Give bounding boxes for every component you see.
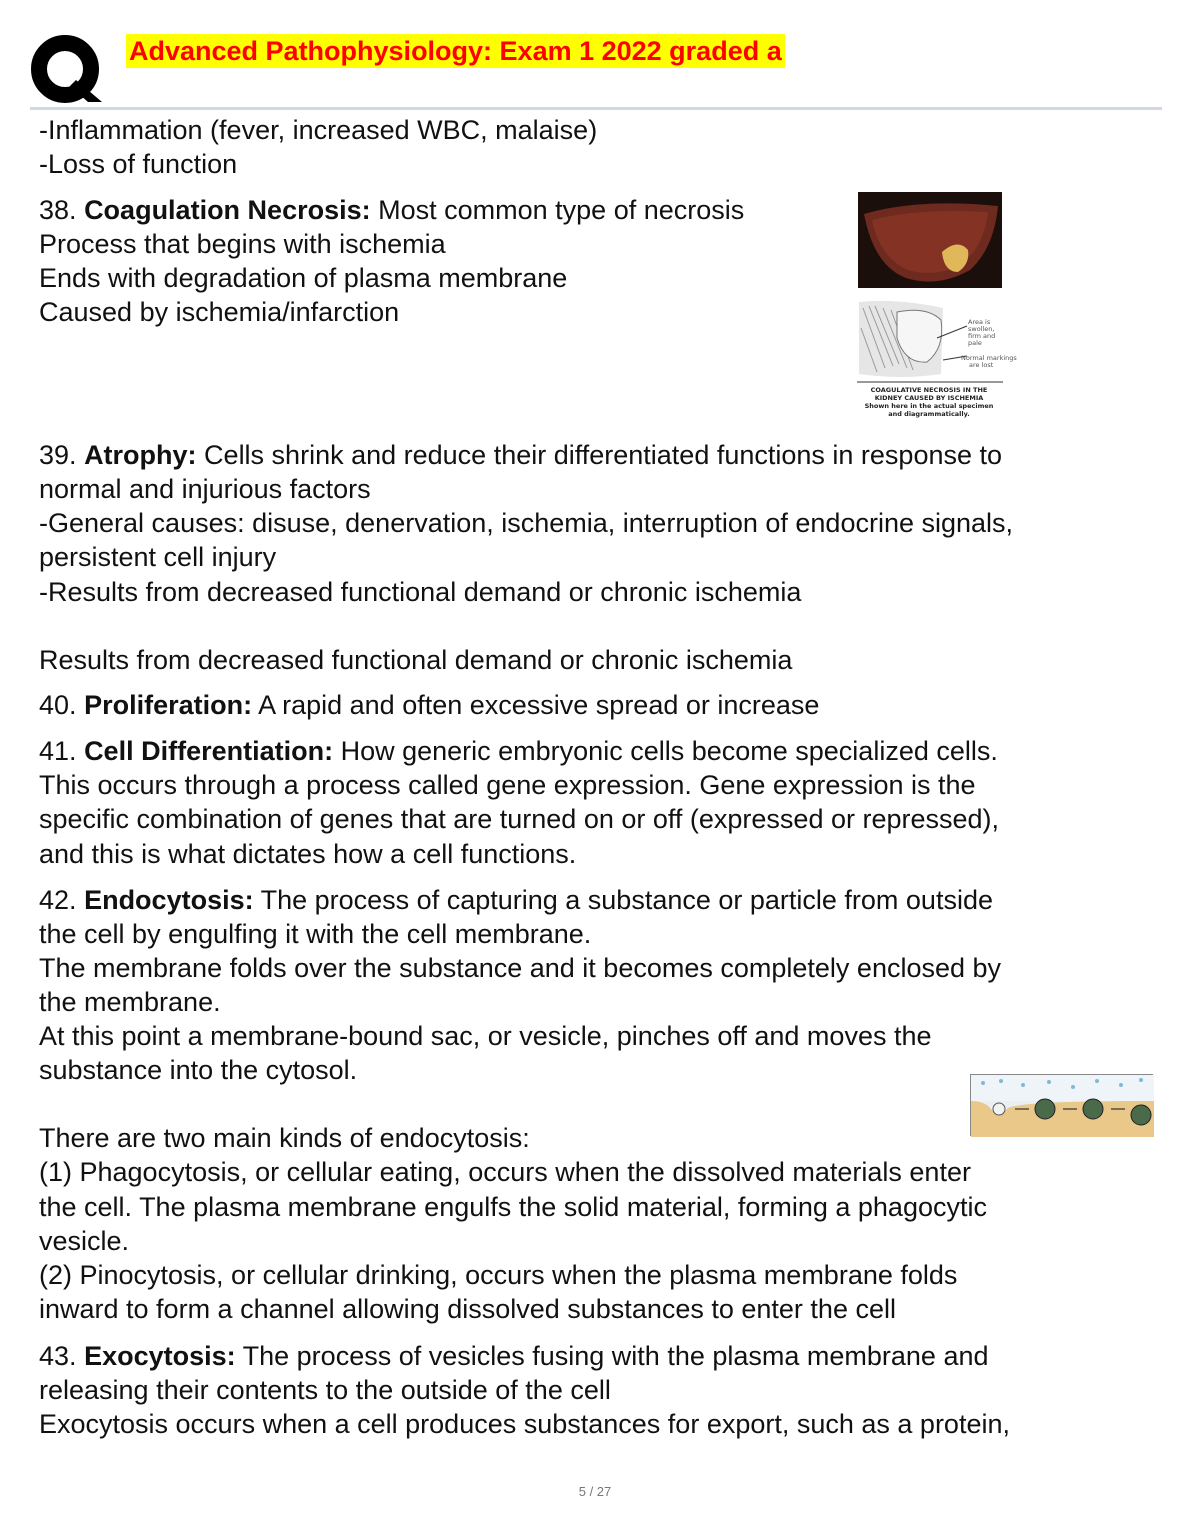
- continuation-line: -Loss of function: [39, 149, 238, 179]
- item-39-line: persistent cell injury: [39, 542, 277, 572]
- item-38-line: Process that begins with ischemia: [39, 229, 446, 259]
- coagulative-necrosis-diagram: [857, 298, 1017, 426]
- page-number: 5 / 27: [578, 1484, 612, 1499]
- item-term: Coagulation Necrosis:: [84, 195, 371, 225]
- item-definition: Most common type of necrosis: [370, 195, 745, 225]
- item-39-line: Results from decreased functional demand or chronic ischemia: [39, 645, 793, 675]
- svg-text:are lost: are lost: [969, 361, 994, 369]
- item-42-line: (2) Pinocytosis, or cellular drinking, occurs when the plasma membrane folds: [39, 1260, 958, 1290]
- item-40-heading: [39, 688, 819, 722]
- item-38-line: Ends with degradation of plasma membrane: [39, 263, 568, 293]
- item-38-line: Caused by ischemia/infarction: [39, 297, 400, 327]
- item-42-line: (1) Phagocytosis, or cellular eating, occurs when the dissolved materials enter: [39, 1157, 971, 1187]
- item-42-line: vesicle.: [39, 1226, 130, 1256]
- item-39-line: -General causes: disuse, denervation, ischemia, interruption of endocrine signals,: [39, 508, 1014, 538]
- item-number: 43.: [39, 1341, 77, 1371]
- svg-text:pale: pale: [968, 339, 982, 347]
- item-39-heading: [39, 438, 1002, 472]
- item-term: Proliferation:: [84, 690, 253, 720]
- svg-text:Shown here in the actual speci: Shown here in the actual specimen: [864, 402, 994, 410]
- item-definition: The process of capturing a substance or particle from outside: [253, 885, 993, 915]
- item-42-line: the membrane.: [39, 987, 221, 1017]
- item-definition: How generic embryonic cells become specialized cells.: [333, 736, 998, 766]
- svg-text:COAGULATIVE NECROSIS IN THE: COAGULATIVE NECROSIS IN THE: [870, 386, 988, 394]
- item-42-line: the cell. The plasma membrane engulfs the solid material, forming a phagocytic: [39, 1192, 987, 1222]
- document-title: Advanced Pathophysiology: Exam 1 2022 graded a: [126, 34, 785, 68]
- quizlet-q-logo-icon: [30, 34, 106, 104]
- header-divider: [30, 107, 1162, 110]
- item-definition: Cells shrink and reduce their differentiated functions in response to: [196, 440, 1003, 470]
- item-41-line: and this is what dictates how a cell functions.: [39, 839, 577, 869]
- item-number: 38.: [39, 195, 77, 225]
- item-number: 40.: [39, 690, 77, 720]
- item-41-heading: [39, 734, 998, 768]
- item-43-heading: [39, 1339, 989, 1373]
- item-42-line: substance into the cytosol.: [39, 1055, 358, 1085]
- item-39-line: normal and injurious factors: [39, 474, 371, 504]
- svg-text:Normal markings: Normal markings: [961, 354, 1017, 362]
- item-42-line: inward to form a channel allowing dissolved substances to enter the cell: [39, 1294, 896, 1324]
- item-38-heading: [39, 193, 744, 227]
- item-42-line: the cell by engulfing it with the cell membrane.: [39, 919, 592, 949]
- item-39-line: -Results from decreased functional demand or chronic ischemia: [39, 577, 802, 607]
- svg-text:firm and: firm and: [968, 332, 996, 340]
- svg-text:swollen,: swollen,: [968, 325, 995, 333]
- item-term: Exocytosis:: [84, 1341, 236, 1371]
- item-definition: The process of vesicles fusing with the plasma membrane and: [235, 1341, 989, 1371]
- item-41-line: specific combination of genes that are turned on or off (expressed or repressed),: [39, 804, 1000, 834]
- item-42-heading: [39, 883, 993, 917]
- item-term: Endocytosis:: [84, 885, 254, 915]
- item-term: Atrophy:: [84, 440, 197, 470]
- item-number: 41.: [39, 736, 77, 766]
- item-42-line: There are two main kinds of endocytosis:: [39, 1123, 530, 1153]
- item-number: 42.: [39, 885, 77, 915]
- item-43-line: releasing their contents to the outside of the cell: [39, 1375, 611, 1405]
- endocytosis-diagram: [970, 1074, 1153, 1136]
- kidney-specimen-image: [858, 192, 1002, 288]
- item-42-line: The membrane folds over the substance and it becomes completely enclosed by: [39, 953, 1002, 983]
- continuation-line: -Inflammation (fever, increased WBC, malaise): [39, 115, 598, 145]
- svg-text:Area is: Area is: [968, 318, 991, 326]
- svg-text:KIDNEY CAUSED BY ISCHEMIA: KIDNEY CAUSED BY ISCHEMIA: [874, 394, 984, 402]
- kidney-diagram-drawing: [857, 298, 1017, 426]
- item-definition: A rapid and often excessive spread or increase: [252, 690, 820, 720]
- item-43-line: Exocytosis occurs when a cell produces substances for export, such as a protein,: [39, 1409, 1010, 1439]
- item-number: 39.: [39, 440, 77, 470]
- item-41-line: This occurs through a process called gene expression. Gene expression is the: [39, 770, 976, 800]
- svg-text:and diagrammatically.: and diagrammatically.: [888, 410, 970, 418]
- item-42-line: At this point a membrane-bound sac, or vesicle, pinches off and moves the: [39, 1021, 932, 1051]
- item-term: Cell Differentiation:: [84, 736, 334, 766]
